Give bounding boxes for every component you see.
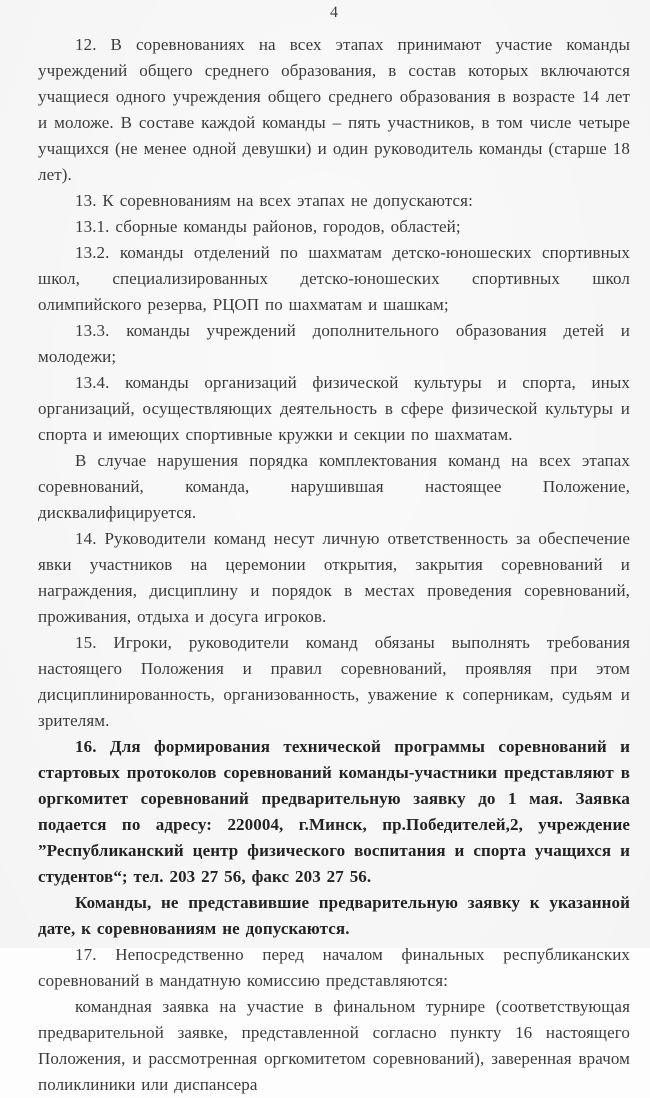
paragraph-late-entry-warning: Команды, не представившие предварительную заявку к указанной дате, к соревнованиям не допускаются.: [38, 893, 630, 938]
paragraph-13-1: 13.1. сборные команды районов, городов, областей;: [75, 217, 461, 236]
paragraph-15: 15. Игроки, руководители команд обязаны выполнять требования настоящего Положения и правил соревнований, проявляя при этом дисциплинированность, организованность, уважение к соперникам, судьям и зрителям.: [38, 633, 630, 730]
paragraph-disqualification: В случае нарушения порядка комплектования команд на всех этапах соревнований, команда, нарушившая настоящее Положение, дисквалифицируется.: [38, 451, 630, 522]
page-number: 4: [330, 4, 338, 21]
paragraph-12: 12. В соревнованиях на всех этапах принимают участие команды учреждений общего среднего образования, в состав которых включаются учащиеся одного учреждения общего среднего образования в возрасте 14 лет и моложе. В составе каждой команды – пять участников, в том числе четыре учащихся (не менее одной девушки) и один руководитель команды (старше 18 лет).: [38, 35, 630, 184]
document-body: [38, 32, 630, 1098]
paragraph-13-4: 13.4. команды организаций физической культуры и спорта, иных организаций, осуществляющих деятельность в сфере физической культуры и спорта и имеющих спортивные кружки и секции по шахматам.: [38, 373, 630, 444]
paragraph-team-application: командная заявка на участие в финальном турнире (соответствующая предварительной заявке, представленной согласно пункту 16 настоящего Положения, и рассмотренная оргкомитетом соревнований), заверенная врачом поликлиники или диспансера: [38, 997, 630, 1094]
paragraph-13-3: 13.3. команды учреждений дополнительного образования детей и молодежи;: [38, 321, 630, 366]
paragraph-14: 14. Руководители команд несут личную ответственность за обеспечение явки участников на церемонии открытия, закрытия соревнований и награждения, дисциплину и порядок в местах проведения соревнований, проживания, отдыха и досуга игроков.: [38, 529, 630, 626]
paragraph-13: 13. К соревнованиям на всех этапах не допускаются:: [75, 191, 473, 210]
paragraph-13-2: 13.2. команды отделений по шахматам детско-юношеских спортивных школ, специализированных детско-юношеских спортивных школ олимпийского резерва, РЦОП по шахматам и шашкам;: [38, 243, 630, 314]
paragraph-16: 16. Для формирования технической программы соревнований и стартовых протоколов соревнований команды-участники представляют в оргкомитет соревнований предварительную заявку до 1 мая. Заявка подается по адресу: 220004, г.Минск, пр.Победителей,2, учреждение ”Республиканский центр физического воспитания и спорта учащихся и студентов“; тел. 203 27 56, факс 203 27 56.: [38, 737, 630, 886]
paragraph-17: 17. Непосредственно перед началом финальных республиканских соревнований в мандатную комиссию представляются:: [38, 945, 630, 990]
